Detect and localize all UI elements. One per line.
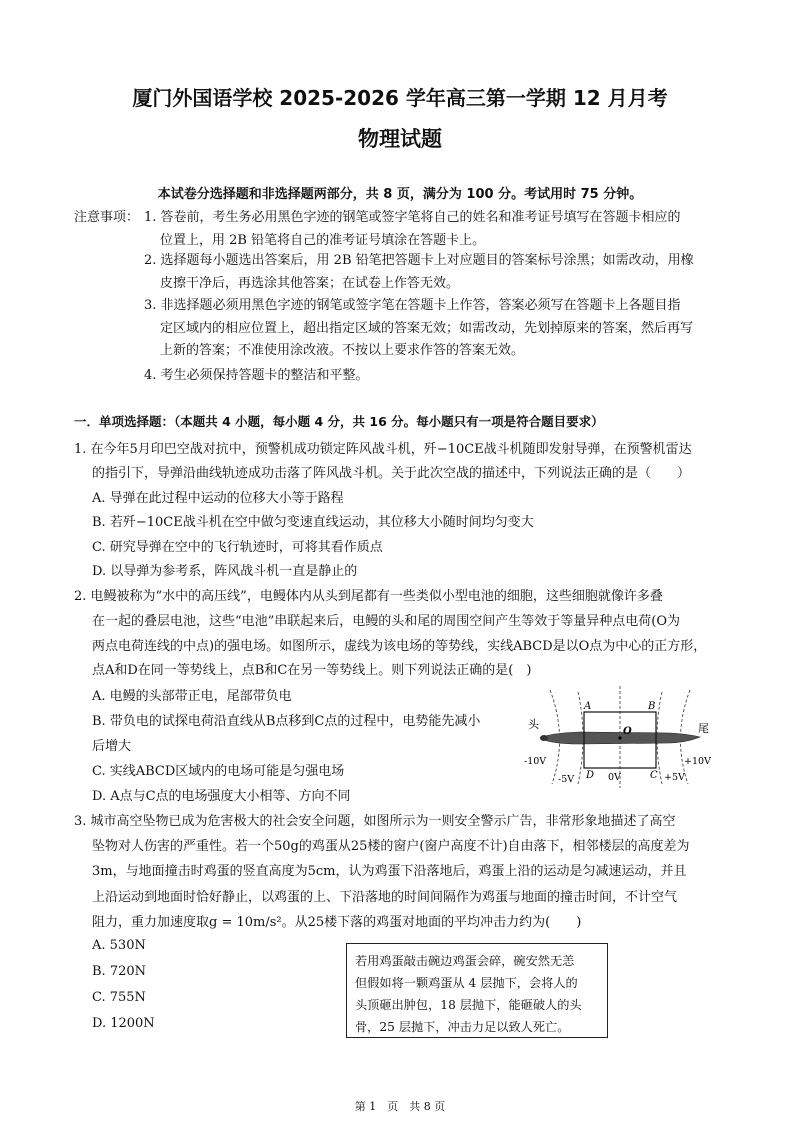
- warning-ad-line: 头顶砸出肿包，18 层抛下，能砸破人的头: [355, 998, 582, 1012]
- question-2-text: 两点电荷连线的中点)的强电场。如图所示，虚线为该电场的等势线，实线ABCD是以O点为中心的正方形，: [92, 639, 707, 654]
- potential-label: 0V: [608, 772, 621, 783]
- notice-line: 4. 考生必须保持答题卡的整洁和平整。: [144, 368, 369, 383]
- q2-option-b: B. 带负电的试探电荷沿直线从B点移到C点的过程中，电势能先减小: [92, 714, 481, 729]
- question-1-text: 的指引下，导弹沿曲线轨迹成功击落了阵风战斗机。关于此次空战的描述中，下列说法正确的是（ ）: [92, 466, 691, 481]
- point-a-label: A: [584, 701, 592, 712]
- warning-ad-box: [346, 943, 608, 1038]
- q3-option-d: D. 1200N: [92, 1016, 155, 1031]
- eel-head: [540, 735, 548, 741]
- question-3-text: 坠物对人伤害的严重性。若一个50g的鸡蛋从25楼的窗户(窗户高度不计)自由落下，相邻楼层的高度差为: [92, 839, 690, 854]
- head-label: 头: [528, 718, 539, 731]
- section-heading: 一．单项选择题：（本题共 4 小题，每小题 4 分，共 16 分。每小题只有一项是符合题目要求）: [74, 414, 604, 429]
- point-o: [618, 736, 621, 739]
- notice-line: 位置上，用 2B 铅笔将自己的准考证号填涂在答题卡上。: [160, 233, 486, 248]
- point-c-label: C: [650, 770, 658, 781]
- page-footer: 第 1 页 共 8 页: [354, 1100, 446, 1113]
- exam-intro: 本试卷分选择题和非选择题两部分，共 8 页，满分为 100 分。考试用时 75 分钟。: [157, 187, 643, 202]
- warning-ad-line: 骨，25 层抛下，冲击力足以致人死亡。: [355, 1020, 570, 1034]
- question-3-text: 上沿运动到地面时恰好静止，以鸡蛋的上、下沿落地的时间间隔作为鸡蛋与地面的撞击时间，不计空气: [92, 890, 678, 905]
- question-1-text: 1. 在今年5月印巴空战对抗中，预警机成功锁定阵风战斗机，歼−10CE战斗机随即发射导弹，在预警机雷达: [74, 442, 692, 457]
- q1-option-b: B. 若歼−10CE战斗机在空中做匀变速直线运动，其位移大小随时间均匀变大: [92, 515, 534, 530]
- point-b-label: B: [648, 701, 656, 712]
- question-2-text: 点A和D在同一等势线上，点B和C在另一等势线上。则下列说法正确的是( ): [92, 663, 532, 678]
- exam-title: 厦门外国语学校 2025-2026 学年高三第一学期 12 月月考: [132, 86, 668, 110]
- warning-ad-line: 若用鸡蛋敲击碗边鸡蛋会碎，碗安然无恙: [355, 954, 575, 968]
- q3-option-c: C. 755N: [92, 990, 146, 1005]
- warning-ad-line: 但假如将一颗鸡蛋从 4 层抛下，会将人的: [355, 976, 578, 990]
- q1-option-a: A. 导弹在此过程中运动的位移大小等于路程: [92, 491, 344, 506]
- q3-option-b: B. 720N: [92, 964, 147, 979]
- q2-option-c: C. 实线ABCD区域内的电场可能是匀强电场: [92, 764, 345, 779]
- q1-option-d: D. 以导弹为参考系，阵风战斗机一直是静止的: [92, 564, 358, 579]
- exam-subject: 物理试题: [358, 127, 442, 151]
- notice-line: 上新的答案；不准使用涂改液。不按以上要求作答的答案无效。: [160, 343, 525, 358]
- notice-line: 2. 选择题每小题选出答案后，用 2B 铅笔把答题卡上对应题目的答案标号涂黑；如需改动，用橡: [144, 253, 694, 268]
- q2-option-a: A. 电鳗的头部带正电，尾部带负电: [92, 689, 292, 704]
- potential-label: +10V: [684, 756, 711, 767]
- tail-label: 尾: [698, 722, 709, 735]
- notice-line: 1. 答卷前，考生务必用黑色字迹的钢笔或签字笔将自己的姓名和准考证号填写在答题卡相应的: [144, 210, 681, 225]
- q1-option-c: C. 研究导弹在空中的飞行轨迹时，可将其看作质点: [92, 540, 383, 555]
- q2-option-d: D. A点与C点的电场强度大小相等、方向不同: [92, 789, 351, 804]
- potential-label: -5V: [558, 774, 575, 785]
- electric-eel-figure: [520, 682, 720, 792]
- potential-label: -10V: [524, 756, 547, 767]
- notice-line: 皮擦干净后，再选涂其他答案；在试卷上作答无效。: [160, 276, 460, 291]
- question-3-text: 3. 城市高空坠物已成为危害极大的社会安全问题，如图所示为一则安全警示广告，非常形象地描述了高空: [74, 814, 676, 829]
- notice-line: 3. 非选择题必须用黑色字迹的钢笔或签字笔在答题卡上作答，答案必须写在答题卡上各题目指: [144, 298, 681, 313]
- potential-label: +5V: [664, 772, 685, 783]
- question-3-text: 3m，与地面撞击时鸡蛋的竖直高度为5cm，认为鸡蛋下沿落地后，鸡蛋上沿的运动是匀减速运动，并且: [92, 864, 687, 879]
- question-2-text: 在一起的叠层电池，这些“电池”串联起来后，电鳗的头和尾的周围空间产生等效于等量异种点电荷(O为: [92, 614, 681, 629]
- notice-line: 定区域内的相应位置上，超出指定区域的答案无效；如需改动，先划掉原来的答案，然后再写: [160, 321, 694, 336]
- q3-option-a: A. 530N: [92, 938, 146, 953]
- question-2-text: 2. 电鳗被称为“水中的高压线”，电鳗体内从头到尾都有一些类似小型电池的细胞，这些细胞就像许多叠: [74, 589, 663, 604]
- point-o-label: O: [623, 726, 632, 737]
- point-d-label: D: [586, 770, 595, 781]
- q2-option-b-cont: 后增大: [92, 739, 132, 754]
- notice-label: 注意事项：: [74, 210, 140, 225]
- question-3-text: 阻力，重力加速度取g = 10m/s²。从25楼下落的鸡蛋对地面的平均冲击力约为( ): [92, 915, 582, 930]
